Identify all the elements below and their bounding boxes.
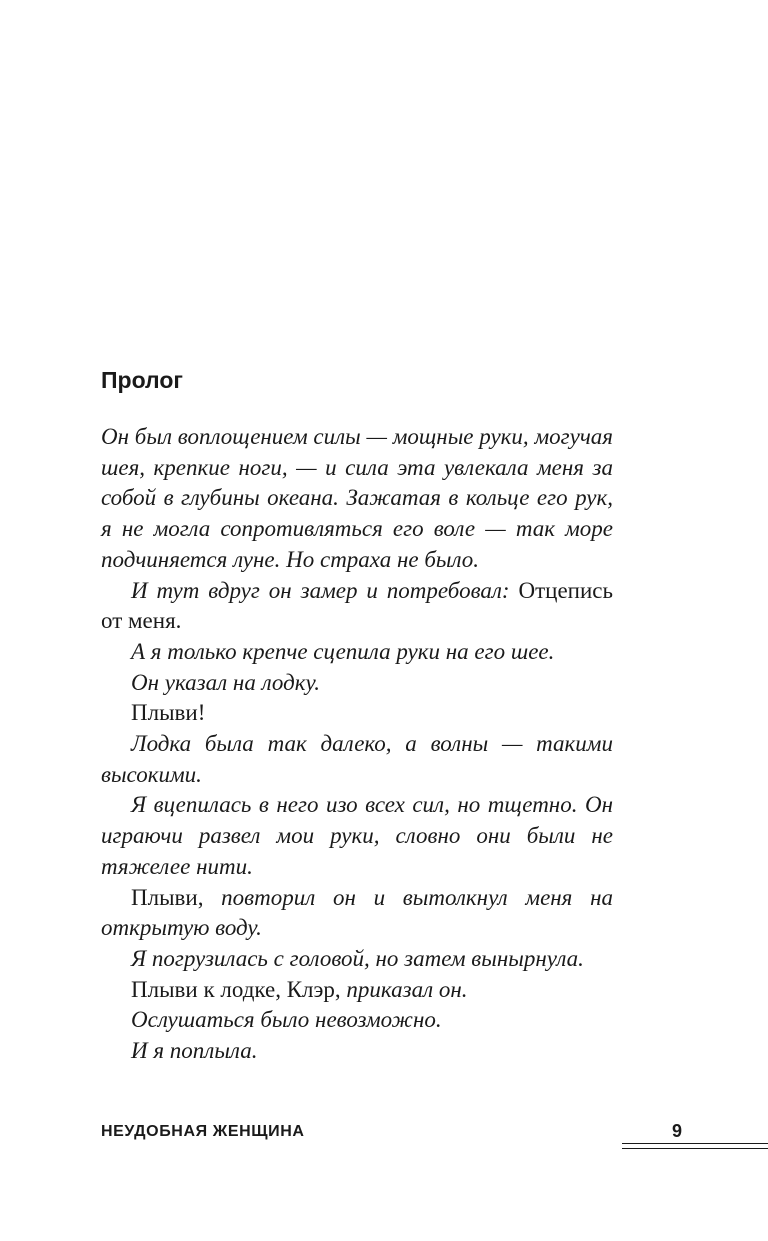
plain-text: Отцепись от меня.: [101, 577, 613, 634]
italic-text: Он указал на лодку.: [131, 669, 320, 695]
paragraph: [101, 790, 613, 882]
footer-rule-top: [622, 1143, 768, 1144]
paragraph: [101, 729, 613, 790]
paragraph: [101, 883, 613, 944]
italic-text: повторил он и вытолкнул меня на открытую воду.: [101, 884, 613, 941]
italic-text: И я поплыла.: [131, 1038, 258, 1064]
plain-text: Плыви к лодке, Клэр,: [131, 976, 347, 1002]
italic-text: А я только крепче сцепила руки на его шее.: [131, 638, 555, 664]
italic-text: Ослушаться было невозможно.: [131, 1007, 442, 1033]
italic-text: приказал он.: [346, 976, 468, 1002]
italic-text: И тут вдруг он замер и потребовал:: [131, 577, 519, 603]
chapter-heading: Пролог: [101, 367, 183, 393]
paragraph: [101, 637, 613, 668]
italic-text: Он был воплощением силы — мощные руки, могучая шея, крепкие ноги, — и сила эта увлекала меня за собой в глубины океана. Зажатая в кольце его рук, я не могла сопротивляться его воле — так море подчиняется луне. Но страха не было.: [101, 424, 613, 572]
paragraph: [101, 576, 613, 637]
running-footer-title: НЕУДОБНАЯ ЖЕНЩИНА: [101, 1123, 305, 1140]
footer-rule-bottom: [622, 1148, 768, 1149]
plain-text: Плыви,: [131, 884, 222, 910]
paragraph: [101, 668, 613, 699]
paragraph: [101, 1005, 613, 1036]
page-number: 9: [672, 1121, 683, 1141]
paragraph: [101, 975, 613, 1006]
italic-text: Лодка была так далеко, а волны — такими высокими.: [101, 731, 613, 787]
paragraph: [101, 422, 613, 576]
italic-text: Я вцепилась в него изо всех сил, но тщетно. Он играючи развел мои руки, словно они были не тяжелее нити.: [101, 792, 613, 879]
paragraph: [101, 1036, 613, 1067]
paragraph: [101, 698, 613, 729]
italic-text: Я погрузилась с головой, но затем вынырнула.: [131, 945, 584, 971]
paragraph: [101, 944, 613, 975]
plain-text: Плыви!: [131, 700, 206, 726]
chapter-body: [101, 422, 613, 1067]
